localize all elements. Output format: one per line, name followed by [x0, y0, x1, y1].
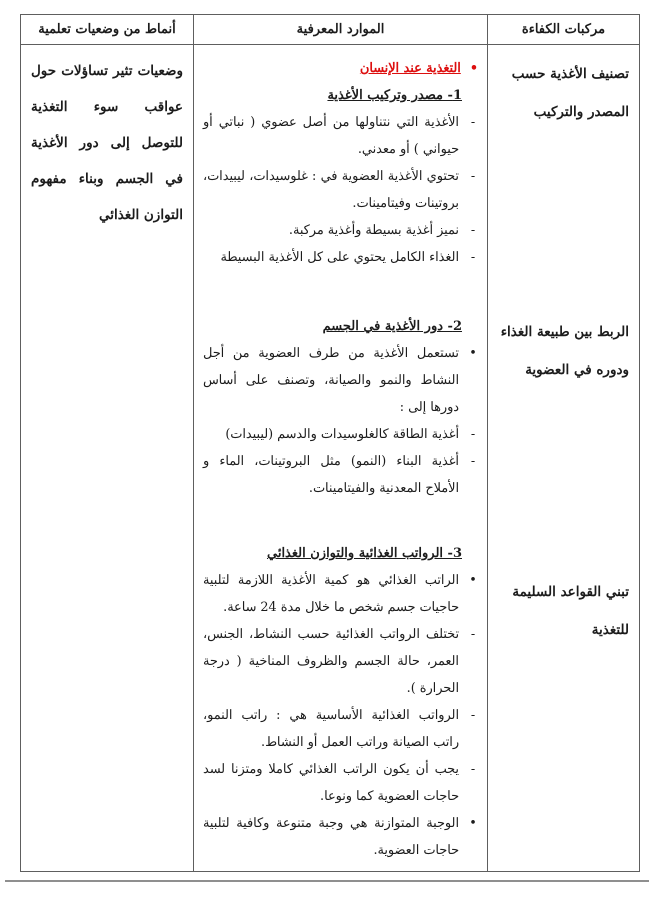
list-item-text: الرواتب الغذائية الأساسية هي : راتب النمو، راتب الصيانة وراتب العمل أو النشاط. [203, 708, 459, 750]
dash-icon: - [470, 627, 476, 642]
header-competencies [487, 15, 639, 45]
list-item-text: أغذية البناء (النمو) مثل البروتينات، الماء و الأملاح المعدنية والفيتامينات. [203, 454, 459, 496]
resources-title [203, 55, 478, 82]
header-situations [21, 15, 193, 45]
list-item-text: أغذية الطاقة كالغلوسيدات والدسم (ليبيدات) [225, 427, 459, 442]
competencies-cell [487, 45, 639, 871]
list-item [203, 244, 478, 271]
header-resources [193, 15, 487, 45]
dash-icon: - [470, 708, 476, 723]
list-item-text: تحتوي الأغذية العضوية في : غلوسيدات، ليبيدات، بروتينات وفيتامينات. [203, 169, 459, 211]
dash-icon: - [470, 115, 476, 130]
competency-item-1: تصنيف الأغذية حسب المصدر والتركيب [511, 66, 629, 120]
competency-item-2: الربط بين طبيعة الغذاء ودوره في العضوية [500, 324, 629, 378]
list-item [203, 448, 478, 502]
list-item-text: الأغذية التي نتناولها من أصل عضوي ( نباتي أو حيواني ) أو معدني. [203, 115, 459, 157]
list-item-text: يجب أن يكون الراتب الغذائي كاملا ومتزنا لسد حاجات العضوية كما ونوعا. [203, 762, 459, 804]
bullet-icon: • [469, 61, 478, 76]
section-heading-3: 3- الرواتب الغذائية والتوازن الغذائي [266, 546, 462, 561]
situations-cell [21, 45, 193, 871]
header-resources-label: الموارد المعرفية [296, 22, 385, 37]
dash-icon: - [470, 223, 476, 238]
dash-icon: - [470, 454, 476, 469]
list-item [203, 567, 478, 621]
dash-icon: - [470, 427, 476, 442]
bullet-icon: • [469, 573, 477, 588]
list-item-text: الراتب الغذائي هو كمية الأغذية اللازمة لتلبية حاجيات جسم شخص ما خلال مدة 24 ساعة. [203, 573, 459, 615]
list-item [203, 340, 478, 421]
competency-item-3: تبني القواعد السليمة للتغذية [512, 584, 629, 638]
dash-icon: - [470, 762, 476, 777]
dash-icon: - [470, 250, 476, 265]
list-item [203, 756, 478, 810]
section-heading-2: 2- دور الأغذية في الجسم [322, 319, 462, 334]
list-item [203, 163, 478, 217]
resources-cell [193, 45, 487, 871]
header-situations-label: أنماط من وضعيات تعلمية [38, 22, 176, 37]
list-item-text: تستعمل الأغذية من طرف العضوية من أجل النشاط والنمو والصيانة، وتصنف على أساس دورها إلى : [203, 346, 459, 415]
section-heading-1: 1- مصدر وتركيب الأغذية [327, 88, 462, 103]
list-item-text: الغذاء الكامل يحتوي على كل الأغذية البسيطة [220, 250, 459, 265]
list-item [203, 810, 478, 864]
bullet-icon: • [469, 346, 477, 361]
list-item [203, 621, 478, 702]
list-item [203, 109, 478, 163]
list-item [203, 702, 478, 756]
list-item-text: الوجبة المتوازنة هي وجبة متنوعة وكافية لتلبية حاجات العضوية. [203, 816, 459, 858]
bullet-icon: • [469, 816, 477, 831]
resources-title-text: التغذية عند الإنسان [359, 61, 461, 76]
footer-rule [5, 880, 649, 882]
list-item [203, 421, 478, 448]
header-competencies-label: مركبات الكفاءة [521, 22, 606, 37]
dash-icon: - [470, 169, 476, 184]
list-item-text: تختلف الرواتب الغذائية حسب النشاط، الجنس، العمر، حالة الجسم والظروف المناخية ( درجة الحرارة ). [203, 627, 459, 696]
list-item-text: نميز أغذية بسيطة وأغذية مركبة. [288, 223, 459, 238]
lesson-plan-table [20, 14, 640, 872]
list-item [203, 217, 478, 244]
situations-paragraph: وضعيات تثير تساؤلات حول عواقب سوء التغذية للتوصل إلى دور الأغذية في الجسم وبناء مفهوم التوازن الغذائي [31, 63, 183, 223]
